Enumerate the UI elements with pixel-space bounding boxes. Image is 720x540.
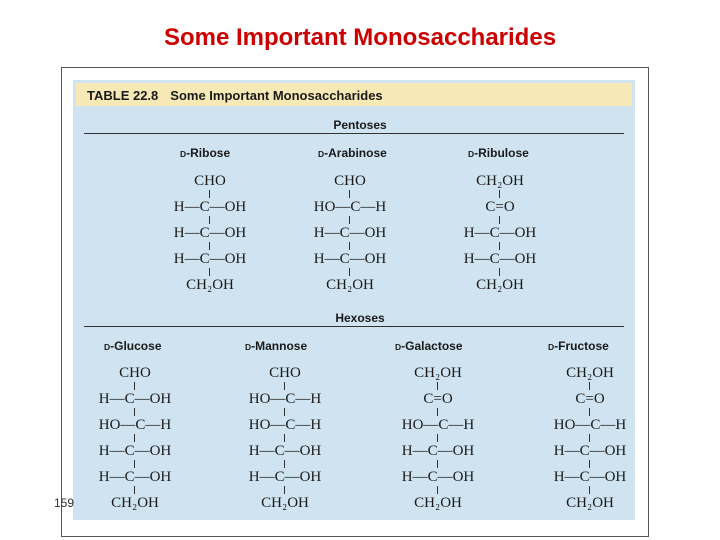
right-substituent: —OH — [209, 225, 247, 241]
vertical-bond — [134, 382, 135, 390]
table-number: TABLE 22.8 — [87, 88, 159, 103]
structure-row — [430, 172, 570, 190]
right-substituent: —OH — [134, 443, 172, 459]
chain-atom: C — [427, 469, 438, 485]
left-substituent: HO— — [248, 391, 286, 407]
vertical-bond — [284, 460, 285, 468]
structure-row — [520, 364, 660, 382]
vertical-bond — [349, 268, 350, 276]
chain-atom: CH₂OH — [566, 365, 614, 381]
vertical-bond — [437, 408, 438, 416]
structure-row — [215, 494, 355, 512]
vertical-bond — [284, 486, 285, 494]
chain-atom: C — [489, 225, 500, 241]
structure-row — [368, 416, 508, 434]
structure-arabinose — [280, 172, 420, 302]
chain-atom: C — [339, 225, 350, 241]
vertical-bond — [589, 382, 590, 390]
vertical-bond — [589, 434, 590, 442]
chain-atom: CHO — [119, 365, 151, 381]
structure-row — [368, 390, 508, 408]
vertical-bond — [499, 190, 500, 198]
structure-row — [215, 468, 355, 486]
chain-atom: CHO — [194, 173, 226, 189]
structure-row — [520, 468, 660, 486]
chain-atom: C — [579, 443, 590, 459]
sugar-name-fructose: D-Fructose — [548, 339, 609, 353]
structure-row — [65, 390, 205, 408]
structure-ribulose — [430, 172, 570, 302]
chain-atom: C — [274, 469, 285, 485]
left-substituent: H— — [98, 391, 125, 407]
left-substituent: H— — [401, 469, 428, 485]
structure-row — [368, 494, 508, 512]
right-substituent: —OH — [437, 443, 475, 459]
structure-row — [280, 172, 420, 190]
left-substituent: H— — [98, 443, 125, 459]
chain-atom: C — [485, 199, 496, 215]
chain-atom: CH₂OH — [186, 277, 234, 293]
structure-row — [520, 416, 660, 434]
left-substituent: H— — [173, 225, 200, 241]
vertical-bond — [209, 190, 210, 198]
structure-row — [215, 364, 355, 382]
chain-atom: C — [124, 391, 135, 407]
structure-row — [215, 442, 355, 460]
vertical-bond — [284, 434, 285, 442]
chain-atom: C — [590, 417, 601, 433]
structure-row — [280, 224, 420, 242]
structure-row — [368, 364, 508, 382]
page-number: 159 — [54, 496, 75, 510]
vertical-bond — [437, 382, 438, 390]
vertical-bond — [134, 408, 135, 416]
structure-row — [430, 224, 570, 242]
structure-row — [65, 442, 205, 460]
structure-row — [430, 250, 570, 268]
structure-row — [520, 494, 660, 512]
chain-atom: CHO — [269, 365, 301, 381]
chain-atom: CH₂OH — [476, 173, 524, 189]
table-caption — [87, 88, 383, 103]
structure-ribose — [140, 172, 280, 302]
sugar-name-galactose: D-Galactose — [395, 339, 463, 353]
structure-row — [368, 468, 508, 486]
vertical-bond — [349, 216, 350, 224]
structure-row — [520, 442, 660, 460]
structure-row — [65, 364, 205, 382]
structure-glucose — [65, 364, 205, 520]
chain-atom: CH₂OH — [111, 495, 159, 511]
chain-atom: CHO — [334, 173, 366, 189]
sugar-name-mannose: D-Mannose — [245, 339, 308, 353]
left-substituent: H— — [463, 251, 490, 267]
chain-atom: C — [124, 469, 135, 485]
structure-mannose — [215, 364, 355, 520]
vertical-bond — [437, 486, 438, 494]
left-substituent: HO— — [313, 199, 351, 215]
chain-atom: C — [285, 391, 296, 407]
chain-atom: CH₂OH — [326, 277, 374, 293]
vertical-bond — [209, 242, 210, 250]
table-title: Some Important Monosaccharides — [170, 88, 383, 103]
structure-row — [430, 276, 570, 294]
right-substituent: —OH — [499, 225, 537, 241]
right-substituent: —OH — [134, 469, 172, 485]
vertical-bond — [589, 486, 590, 494]
vertical-bond — [209, 268, 210, 276]
left-substituent: H— — [401, 443, 428, 459]
structure-galactose — [368, 364, 508, 520]
right-substituent: —H — [145, 417, 172, 433]
left-substituent: H— — [173, 251, 200, 267]
vertical-bond — [134, 460, 135, 468]
structure-row — [520, 390, 660, 408]
right-substituent: —H — [295, 417, 322, 433]
vertical-bond — [284, 382, 285, 390]
structure-row — [280, 276, 420, 294]
vertical-bond — [589, 408, 590, 416]
right-substituent: —H — [295, 391, 322, 407]
slide-title: Some Important Monosaccharides — [163, 24, 557, 51]
section-heading-hexoses: Hexoses — [335, 311, 385, 325]
structure-row — [65, 494, 205, 512]
right-substituent: —H — [360, 199, 387, 215]
left-substituent: HO— — [248, 417, 286, 433]
left-substituent: HO— — [98, 417, 136, 433]
right-substituent: —OH — [284, 469, 322, 485]
chain-atom: C — [427, 443, 438, 459]
right-substituent: —OH — [437, 469, 475, 485]
chain-atom: C — [199, 199, 210, 215]
sugar-name-ribulose: D-Ribulose — [468, 146, 529, 160]
left-substituent: HO— — [401, 417, 439, 433]
chain-atom: CH₂OH — [414, 365, 462, 381]
right-substituent: =O — [495, 199, 515, 215]
chain-atom: C — [579, 469, 590, 485]
right-substituent: —OH — [284, 443, 322, 459]
right-substituent: —OH — [499, 251, 537, 267]
left-substituent: H— — [98, 469, 125, 485]
chain-atom: CH₂OH — [414, 495, 462, 511]
chain-atom: CH₂OH — [476, 277, 524, 293]
right-substituent: —OH — [349, 251, 387, 267]
structure-row — [140, 198, 280, 216]
chain-atom: C — [438, 417, 449, 433]
chain-atom: C — [135, 417, 146, 433]
chain-atom: C — [350, 199, 361, 215]
left-substituent: H— — [553, 443, 580, 459]
vertical-bond — [437, 460, 438, 468]
structure-row — [140, 250, 280, 268]
right-substituent: =O — [433, 391, 453, 407]
structure-row — [215, 390, 355, 408]
structure-row — [430, 198, 570, 216]
left-substituent: H— — [248, 443, 275, 459]
structure-row — [140, 224, 280, 242]
structure-row — [280, 250, 420, 268]
sugar-name-arabinose: D-Arabinose — [318, 146, 387, 160]
right-substituent: —OH — [209, 251, 247, 267]
chain-atom: C — [285, 417, 296, 433]
sugar-name-glucose: D-Glucose — [104, 339, 162, 353]
right-substituent: —OH — [589, 443, 627, 459]
chain-atom: C — [423, 391, 434, 407]
right-substituent: —OH — [349, 225, 387, 241]
left-substituent: H— — [173, 199, 200, 215]
right-substituent: —OH — [134, 391, 172, 407]
right-substituent: =O — [585, 391, 605, 407]
vertical-bond — [209, 216, 210, 224]
left-substituent: H— — [463, 225, 490, 241]
chain-atom: CH₂OH — [566, 495, 614, 511]
structure-row — [65, 416, 205, 434]
right-substituent: —H — [600, 417, 627, 433]
structure-row — [368, 442, 508, 460]
left-substituent: HO— — [553, 417, 591, 433]
chain-atom: CH₂OH — [261, 495, 309, 511]
vertical-bond — [349, 190, 350, 198]
vertical-bond — [589, 460, 590, 468]
chain-atom: C — [489, 251, 500, 267]
left-substituent: H— — [313, 225, 340, 241]
right-substituent: —OH — [209, 199, 247, 215]
vertical-bond — [499, 242, 500, 250]
chain-atom: C — [124, 443, 135, 459]
chain-atom: C — [274, 443, 285, 459]
right-substituent: —OH — [589, 469, 627, 485]
vertical-bond — [134, 434, 135, 442]
vertical-bond — [134, 486, 135, 494]
vertical-bond — [437, 434, 438, 442]
right-substituent: —H — [448, 417, 475, 433]
left-substituent: H— — [248, 469, 275, 485]
vertical-bond — [284, 408, 285, 416]
structure-row — [140, 172, 280, 190]
chain-atom: C — [339, 251, 350, 267]
structure-row — [65, 468, 205, 486]
vertical-bond — [499, 268, 500, 276]
structure-row — [280, 198, 420, 216]
vertical-bond — [349, 242, 350, 250]
left-substituent: H— — [313, 251, 340, 267]
chain-atom: C — [575, 391, 586, 407]
section-rule — [84, 326, 624, 327]
vertical-bond — [499, 216, 500, 224]
structure-row — [140, 276, 280, 294]
structure-fructose — [520, 364, 660, 520]
chain-atom: C — [199, 251, 210, 267]
section-rule — [84, 133, 624, 134]
left-substituent: H— — [553, 469, 580, 485]
section-heading-pentoses: Pentoses — [333, 118, 387, 132]
structure-row — [215, 416, 355, 434]
sugar-name-ribose: D-Ribose — [180, 146, 231, 160]
chain-atom: C — [199, 225, 210, 241]
